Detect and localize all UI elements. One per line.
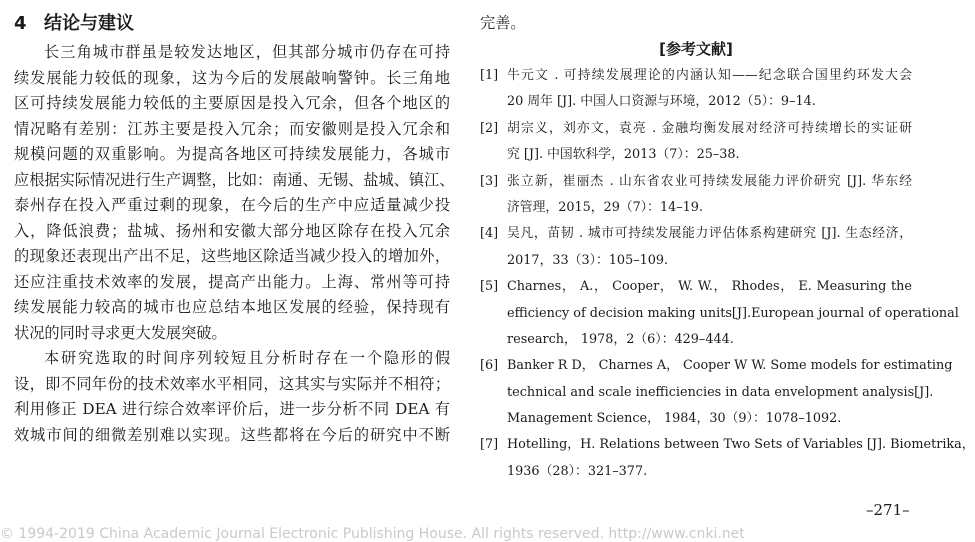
reference-number: [1] [480, 68, 499, 83]
paragraph-line: 应根据实际情况进行生产调整，比如：南通、无锡、盐城、镇江、 [14, 170, 455, 189]
reference-number: [6] [480, 358, 499, 374]
reference-line: 张立新，崔丽杰 . 山东省农业可持续发展能力评价研究 [J]. 华东经 [507, 173, 912, 189]
paragraph-line: 状况的同时寻求更大发展突破。 [14, 323, 227, 342]
reference-number: [5] [480, 279, 499, 295]
paragraph-line: 长三角城市群虽是较发达地区，但其部分城市仍存在可持 [44, 43, 450, 61]
reference-number: [4] [480, 226, 499, 242]
paragraph-line: 效城市间的细微差别难以实现。这些都将在今后的研究中不断 [14, 425, 450, 444]
page-number: –271– [866, 501, 910, 519]
reference-line: 济管理，2015，29（7）：14–19. [507, 199, 704, 215]
reference-number: [2] [480, 120, 499, 136]
section-heading [14, 10, 450, 38]
paragraph-conclusion [14, 40, 455, 346]
section-title: 结论与建议 [44, 13, 134, 34]
reference-item [480, 274, 959, 353]
paragraph-line: 设，即不同年份的技术效率水平相同，这其实与实际并不相符； [14, 374, 450, 393]
paragraph-line: 还应注重技术效率的发展，提高产出能力。上海、常州等可持 [14, 272, 450, 291]
reference-line: 1936（28）：321–377. [507, 463, 648, 479]
reference-line: Management Science， 1984，30（9）：1078–1092. [507, 411, 842, 427]
left-column [14, 10, 455, 448]
paragraph-continuation: 完善。 [480, 14, 526, 32]
paragraph-line: 入，降低浪费；盐城、扬州和安徽大部分地区除存在投入冗余 [14, 221, 450, 240]
paragraph-line: 的现象还表现出产出不足，这些地区除适当减少投入的增加外， [14, 247, 450, 265]
paragraph-line: 区可持续发展能力较低的主要原因是投入冗余，但各个地区的 [14, 94, 450, 112]
reference-line: efficiency of decision making units[J].European journal of operational [507, 305, 959, 321]
reference-item [480, 169, 912, 222]
references-heading: [参考文献] [659, 40, 733, 58]
reference-item [480, 432, 975, 485]
paragraph-limitations [14, 346, 450, 448]
reference-item [480, 353, 953, 432]
footer-watermark: © 1994-2019 China Academic Journal Electronic Publishing House. All rights reserved. http://www.cnki.net [0, 526, 745, 542]
paragraph-line: 本研究选取的时间序列较短且分析时存在一个隐形的假 [44, 349, 450, 367]
right-column [480, 10, 975, 485]
reference-item [480, 221, 912, 274]
reference-line: 牛元文 . 可持续发展理论的内涵认知——纪念联合国里约环发大会 [507, 68, 912, 83]
reference-line: Hotelling，H. Relations between Two Sets of Variables [J]. Biometrika， [507, 437, 975, 453]
reference-line: Charnes， A.， Cooper， W. W.， Rhodes， E. Measuring the [507, 279, 912, 295]
reference-line: technical and scale inefficiencies in data envelopment analysis[J]. [507, 384, 934, 400]
reference-line: 吴凡，苗韧 . 城市可持续发展能力评估体系构建研究 [J]. 生态经济， [507, 226, 912, 242]
reference-line: 2017，33（3）：105–109. [507, 252, 669, 268]
reference-number: [3] [480, 173, 499, 189]
reference-line: 20 周年 [J]. 中国人口资源与环境，2012（5）：9–14. [507, 94, 816, 110]
reference-item [480, 63, 912, 116]
reference-number: [7] [480, 437, 499, 453]
reference-line: 胡宗义，刘亦文，袁亮 . 金融均衡发展对经济可持续增长的实证研 [507, 120, 912, 136]
section-number: 4 [14, 13, 27, 34]
paragraph-line: 续发展能力较高的城市也应总结本地区发展的经验，保持现有 [14, 298, 450, 316]
paragraph-line: 续发展能力较低的现象，这为今后的发展敲响警钟。长三角地 [14, 68, 450, 87]
reference-line: 究 [J]. 中国软科学，2013（7）：25–38. [507, 147, 740, 163]
paragraph-line: 规模问题的双重影响。为提高各地区可持续发展能力，各城市 [14, 145, 450, 163]
reference-line: research， 1978，2（6）：429–444. [507, 331, 734, 347]
reference-line: Banker R D， Charnes A， Cooper W W. Some models for estimating [507, 358, 953, 374]
paragraph-line: 泰州存在投入严重过剩的现象，在今后的生产中应适量减少投 [14, 196, 450, 214]
reference-item [480, 116, 912, 169]
paragraph-line: 利用修正 DEA 进行综合效率评价后，进一步分析不同 DEA 有 [14, 400, 450, 418]
paragraph-line: 情况略有差别：江苏主要是投入冗余；而安徽则是投入冗余和 [14, 119, 450, 138]
